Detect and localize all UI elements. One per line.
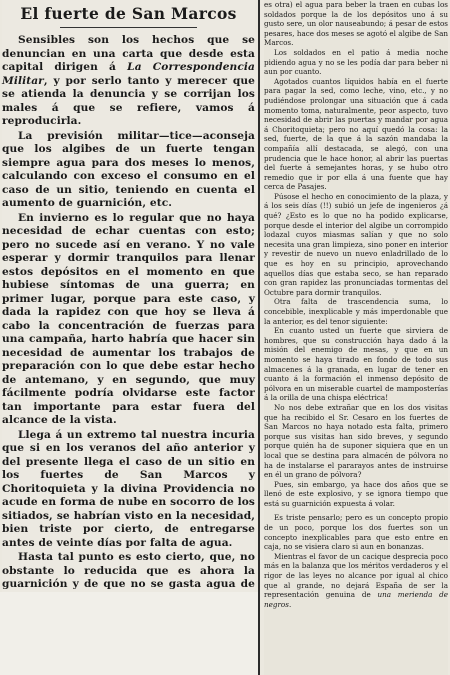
paragraph-4: Llega á un extremo tal nuestra incuria que si en los veranos del año anterior y del presente llega el caso de un sitio en los fuertes de San Marcos y Choritoquieta y la divina Providencia no acude en forma de nube en socorro de los sitiados, se habrían visto en la necesidad, bien triste por cierto, de entregarse antes de veinte días por falta de agua. [2,428,255,549]
paragraph-2: La previsión militar—tice—aconseja que los algibes de un fuerte tengan siempre agua para dos meses lo menos, calculando con exceso el consumo en el caso de un sitio, teniendo en cuenta el aumento de guarnición, etc. [2,129,255,209]
title-divider [60,27,197,28]
closing-phrase: una merienda de negros [264,590,448,609]
article-left-column [2,0,255,592]
paragraph-1-text-a: Sensibles son los hechos que se denuncian en una carta que desde esta capital dirigen á [2,34,255,73]
right-paragraph-10-text-b: . [288,599,292,609]
right-paragraph-10 [264,552,448,610]
article-right-column [264,0,448,675]
right-paragraph-8: Pues, sin embargo, ya hace dos años que se llenó de este explosivo, y se ignora tiempo que está su guarnición expuesta á volar. [264,479,448,508]
right-paragraph-5: Otra falta de trascendencia suma, lo concebible, inexplicable y más imperdonable que la anterior, es del tenor siguiente: [264,297,448,326]
right-paragraph-7: No nos debe extrañar que en los dos visitas que ha recibido el Sr. Cesaro en los fuertes de San Marcos no haya notado esta falta, primero porque sus visitas han sido breves, y segundo porque quién ha de suponer siquiera que en un local que se destina para almacén de pólvora no ha de instalarse el pararayos antes de instruirse en él un grano de pólvora? [264,402,448,480]
right-paragraph-4: Púsose el hecho en conocimiento de la plaza, y á los seis días (!!) subió un jefe de ingenieros ¿á qué? ¿Esto es lo que no ha podido explicarse, porque desde el interior del algibe un corrompido lodazal cuyos miasmas salían y que no solo necesita una gran limpieza, sino poner en interior y revestir de nuevo un nuevo enladrillado de lo que es hoy en su principio, aprovechando aquellos días que estaba seco, se han reparado con gran rapidez las pronunciadas tormentas del Octubre para dormir tranquilos. [264,191,448,297]
paragraph-1-text-b: , y por serlo tanto y merecer que se atienda la denuncia y se corrijan los males á que se refiere, vamos á reproducirla. [2,74,255,127]
article-title: El fuerte de San Marcos [20,4,237,23]
paragraph-1 [2,34,255,129]
blank-margin [0,592,258,675]
right-paragraph-1: es otra) el agua para beber la traen en cubas los soldados porque la de los depósitos uno á su gusto sere, un olor nauseabundo; á pesar de estos pesares, hace dos meses se agotó el algibe de San Marcos. [264,0,448,48]
publication-name: La Correspondencia Militar [2,61,255,87]
paragraph-5: Hasta tal punto es esto cierto, que, no obstante lo reducida que es ahora la guarnición y de que no se gasta agua de [2,551,255,590]
column-rule [258,0,260,675]
paragraph-3: En invierno es lo regular que no haya necesidad de echar cuentas con esto; pero no sucede así en verano. Y no vale esperar y dormir tranquilos para llenar estos depósitos en el momento en que hubiese síntomas de una guerra; en primer lugar, porque para este caso, y dada la rapidez con que hoy se lleva á cabo la concentración de fuerzas para una campaña, harto habría que hacer sin necesidad de aumentar los trabajos de preparación con lo que debe estar hecho de antemano, y en segundo, que muy fácilmente podría olvidarse este factor tan importante para estar fuera del alcance de la vista. [2,211,255,426]
right-paragraph-6: En cuanto usted un fuerte que sirviera de hombres, que su construcción haya dado á la misión del enemigo de mesas, y que en un momento se haya tirado en fondo de todo sus almacenes á la granada, en lugar de tener en cuanto á la formación el inmenso depósito de pólvora en un miserable cuartel de mamposterías á la orilla de una chispa eléctrica! [264,326,448,403]
right-paragraph-10-text-a: Mientras el favor de un cacique desprecia poco más en la balanza que los méritos verdaderos y el rigor de las leyes no alcance por igual al chico que al grande, no dejará España de ser la representación genuina de [264,551,448,600]
right-paragraph-2: Los soldados en el patio á media noche pidiendo agua y no se les podía dar para beber ni aun por cuanto. [264,47,448,77]
right-paragraph-3: Agotados cuantos líquidos había en el fuerte para pagar la sed, como leche, vino, etc., y no pudiéndose prolongar una situación que á cada momento toma, naturalmente, peor aspecto, tuvo necesidad de abrir las puertas y mandar por agua á Choritoquieta; pero no aquí quedó la cosa: la sed, fuerte, de la que á la sazón mandaba la compañía allí destacada, se alegó, con una prudencia que le hace honor, al abrir las puertas del fuerte á semejantes horas, y se hubo otro remedio que ir por ella á una fuente que hay cerca de Pasajes. [264,76,448,192]
right-paragraph-9: Es triste pensarlo; pero es un concepto propio de un poco, porque los dos fuertes son un concepto inexplicables para que esto entre en caja, no se visiera claro si aun en bonanzas. [264,513,448,552]
